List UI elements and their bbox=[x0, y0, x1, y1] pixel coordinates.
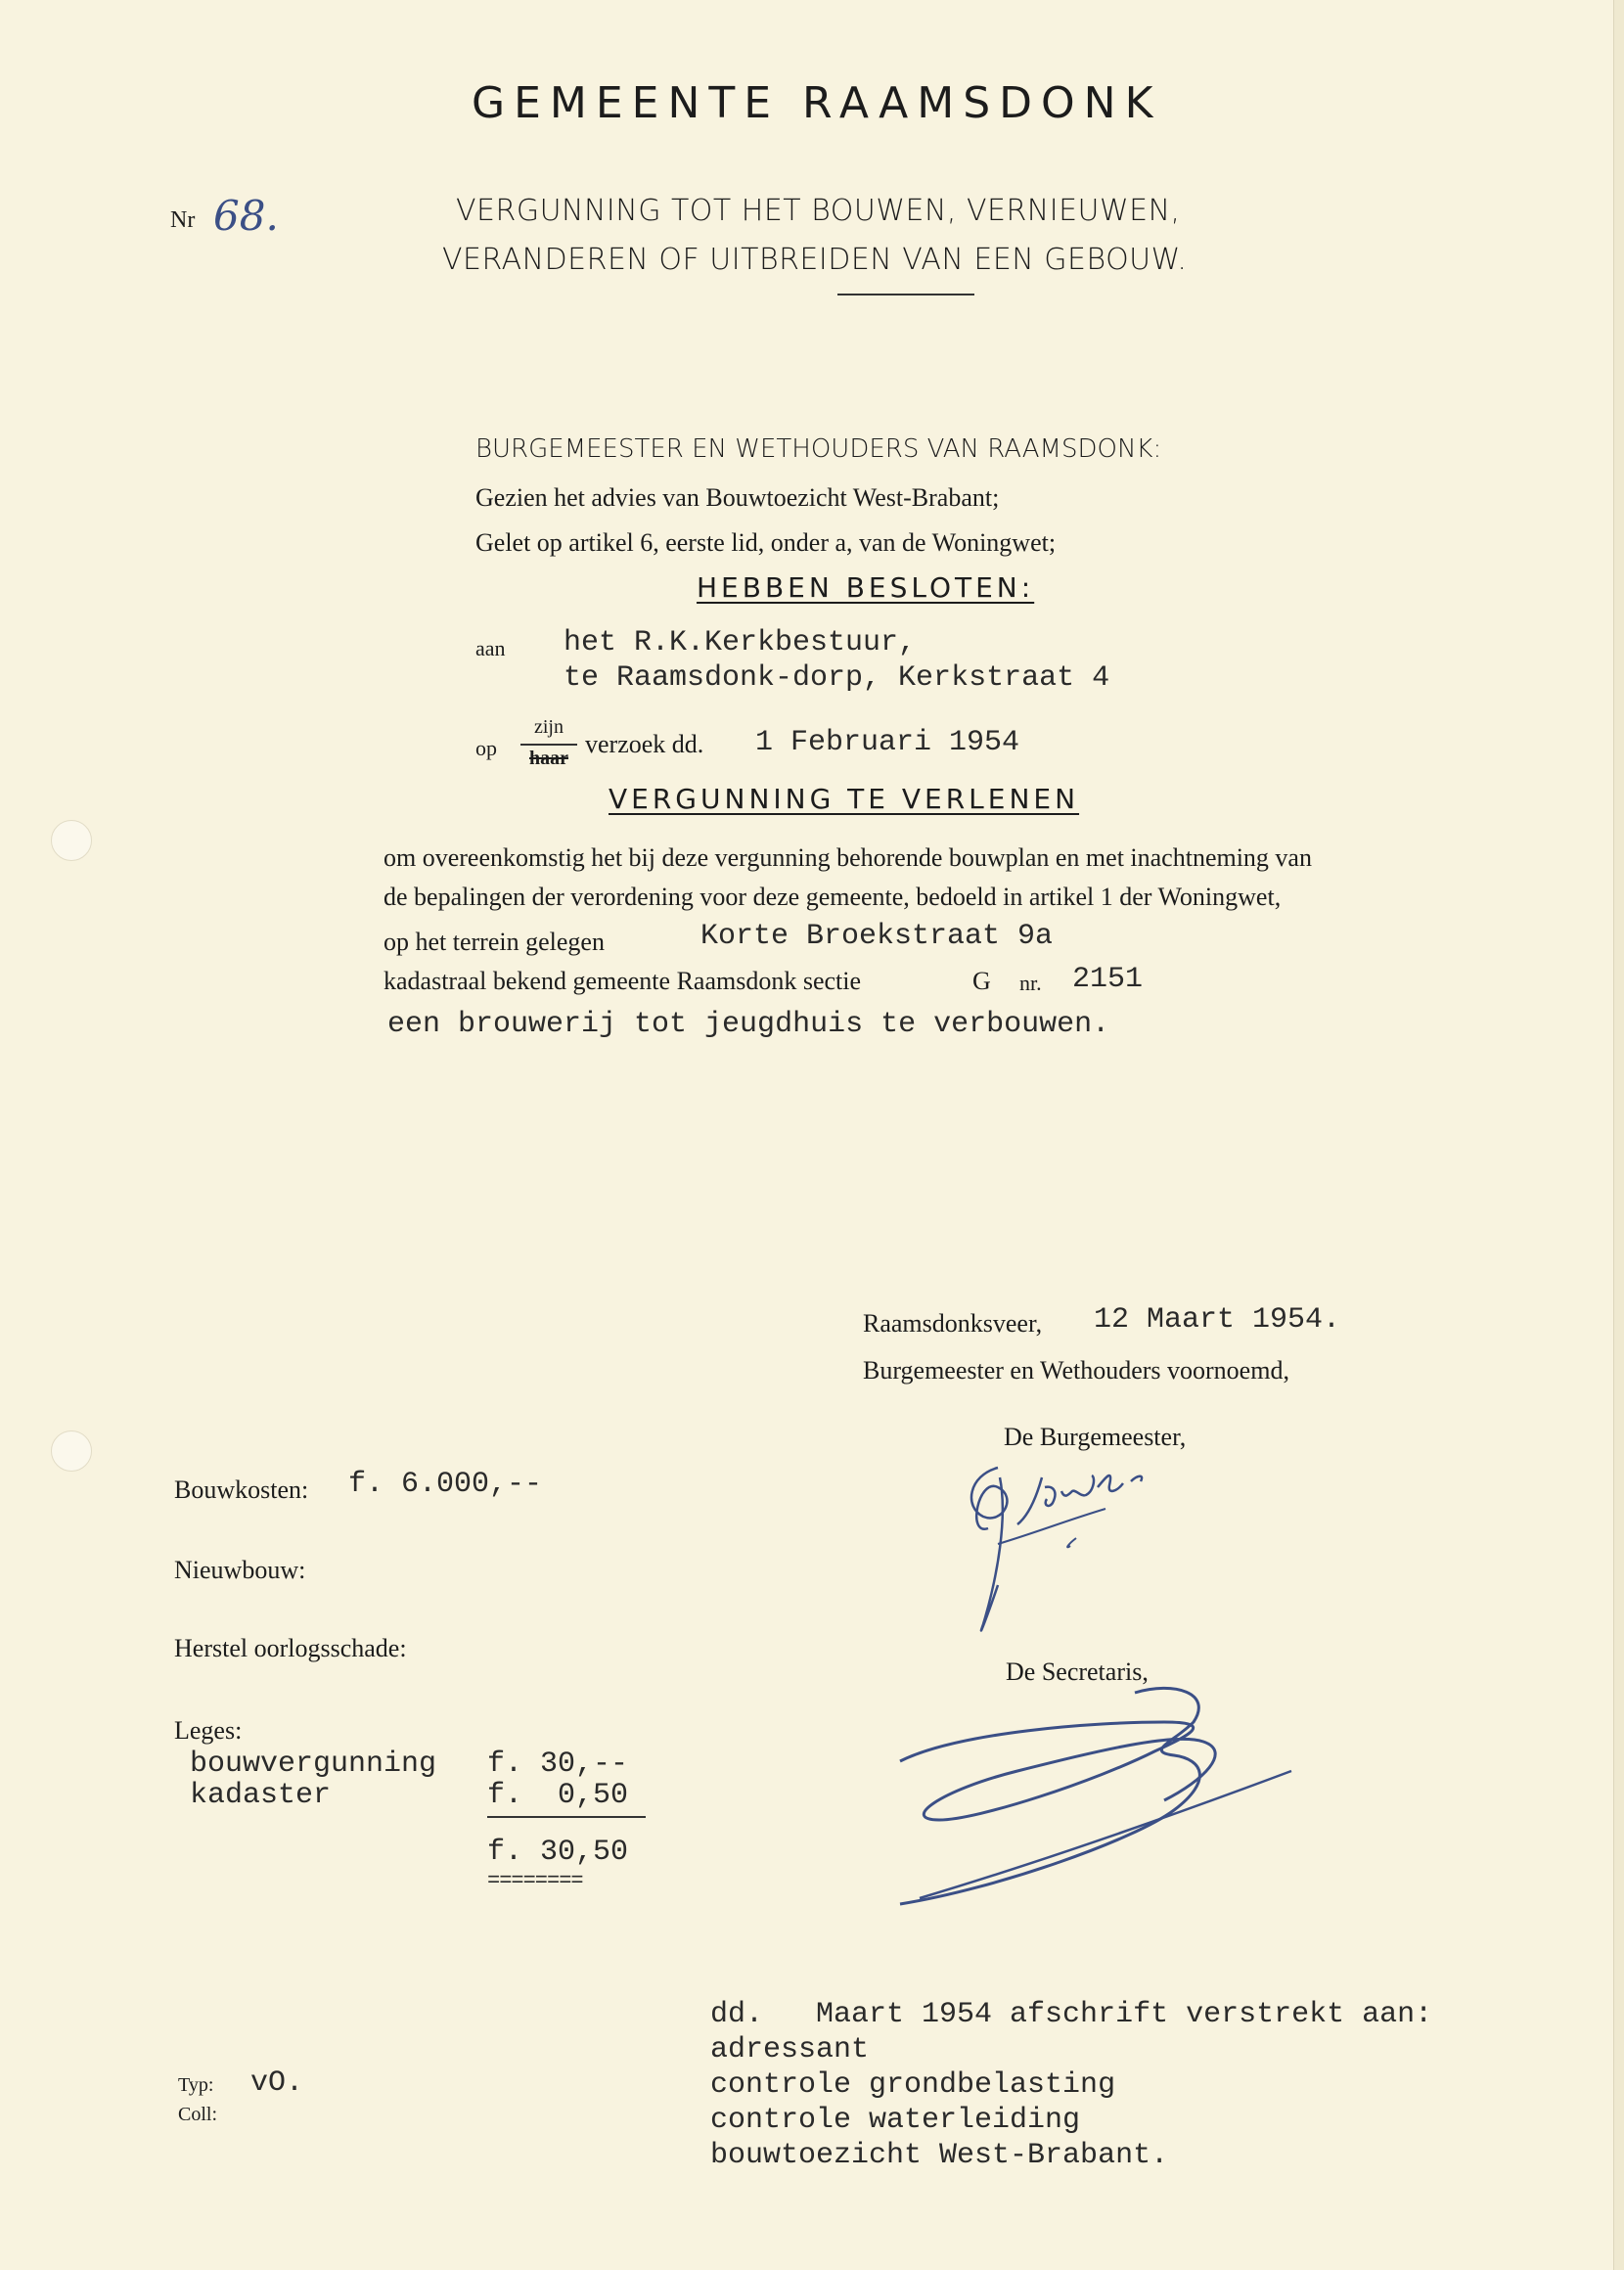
recipient-3: controle waterleiding bbox=[710, 2104, 1081, 2137]
fraction-bar bbox=[520, 744, 577, 746]
cadastral-label: kadastraal bekend gemeente Raamsdonk sectie bbox=[383, 967, 862, 995]
building-costs-value: f. 6.000,-- bbox=[348, 1468, 543, 1501]
cadastral-nr-label: nr. bbox=[1019, 971, 1042, 995]
permit-title-line1: VERGUNNING TOT HET BOUWEN, VERNIEUWEN, bbox=[456, 194, 1181, 228]
regarding-line: Gelet op artikel 6, eerste lid, onder a, van de Woningwet; bbox=[475, 528, 1057, 557]
applicant-line2: te Raamsdonk-dorp, Kerkstraat 4 bbox=[564, 661, 1110, 695]
fee-name-building-permit: bouwvergunning bbox=[190, 1748, 437, 1781]
recipient-4: bouwtoezicht West-Brabant. bbox=[710, 2139, 1169, 2172]
signing-date: 12 Maart 1954. bbox=[1094, 1303, 1341, 1337]
collation-label: Coll: bbox=[178, 2104, 218, 2125]
signing-place: Raamsdonksveer, bbox=[863, 1309, 1043, 1338]
new-build-label: Nieuwbouw: bbox=[174, 1556, 306, 1584]
cadastral-section: G bbox=[972, 967, 991, 995]
title-divider bbox=[837, 294, 974, 295]
building-costs-label: Bouwkosten: bbox=[174, 1476, 309, 1504]
grant-heading: VERGUNNING TE VERLENEN bbox=[609, 783, 1080, 815]
request-fraction-bottom: haar bbox=[529, 748, 568, 769]
permit-title-line2: VERANDEREN OF UITBREIDEN VAN EEN GEBOUW. bbox=[442, 243, 1188, 277]
purpose-line: een brouwerij tot jeugdhuis te verbouwen. bbox=[387, 1008, 1110, 1041]
page-edge bbox=[1613, 0, 1624, 2270]
cadastral-nr: 2151 bbox=[1072, 963, 1144, 996]
punch-hole-top bbox=[51, 820, 92, 861]
nr-label: Nr bbox=[170, 207, 196, 233]
request-date: 1 Februari 1954 bbox=[755, 726, 1020, 759]
considered-line: Gezien het advies van Bouwtoezicht West-Brabant; bbox=[475, 483, 1000, 512]
fees-label: Leges: bbox=[174, 1716, 243, 1745]
secretary-signature bbox=[880, 1673, 1311, 1908]
recipient-1: adressant bbox=[710, 2033, 870, 2066]
fee-amount-building-permit: f. 30,-- bbox=[487, 1748, 629, 1781]
nr-value: 68. bbox=[213, 192, 279, 240]
fee-name-cadastre: kadaster bbox=[190, 1779, 332, 1812]
to-label: aan bbox=[475, 636, 506, 660]
authority-heading: BURGEMEESTER EN WETHOUDERS VAN RAAMSDONK: bbox=[475, 434, 1162, 464]
request-fraction-top: zijn bbox=[534, 716, 564, 738]
applicant-line1: het R.K.Kerkbestuur, bbox=[564, 626, 917, 659]
conditions-line1: om overeenkomstig het bij deze vergunning behorende bouwplan en met inachtneming van bbox=[383, 843, 1312, 872]
fees-total: f. 30,50 bbox=[487, 1836, 629, 1869]
punch-hole-bottom bbox=[51, 1430, 92, 1472]
site-label: op het terrein gelegen bbox=[383, 928, 605, 956]
request-prefix: op bbox=[475, 736, 497, 760]
site-value: Korte Broekstraat 9a bbox=[700, 920, 1054, 953]
typist-value: vO. bbox=[250, 2066, 304, 2100]
municipality-title: GEMEENTE RAAMSDONK bbox=[472, 78, 1162, 128]
mayor-label: De Burgemeester, bbox=[1004, 1423, 1187, 1451]
mayor-signature bbox=[959, 1448, 1272, 1644]
fees-sum-rule bbox=[487, 1816, 646, 1818]
secretary-label: De Secretaris, bbox=[1006, 1657, 1149, 1686]
fees-total-double-underline: ======== bbox=[487, 1869, 583, 1893]
fee-amount-cadastre: f. 0,50 bbox=[487, 1779, 629, 1812]
request-label: verzoek dd. bbox=[585, 730, 704, 758]
decided-heading: HEBBEN BESLOTEN: bbox=[697, 571, 1035, 604]
signing-authority: Burgemeester en Wethouders voornoemd, bbox=[863, 1356, 1289, 1385]
recipient-2: controle grondbelasting bbox=[710, 2068, 1116, 2102]
war-damage-label: Herstel oorlogsschade: bbox=[174, 1634, 407, 1662]
distribution-heading: dd. Maart 1954 afschrift verstrekt aan: bbox=[710, 1998, 1433, 2031]
conditions-line2: de bepalingen der verordening voor deze gemeente, bedoeld in artikel 1 der Woningwet, bbox=[383, 883, 1282, 911]
typist-label: Typ: bbox=[178, 2074, 214, 2096]
